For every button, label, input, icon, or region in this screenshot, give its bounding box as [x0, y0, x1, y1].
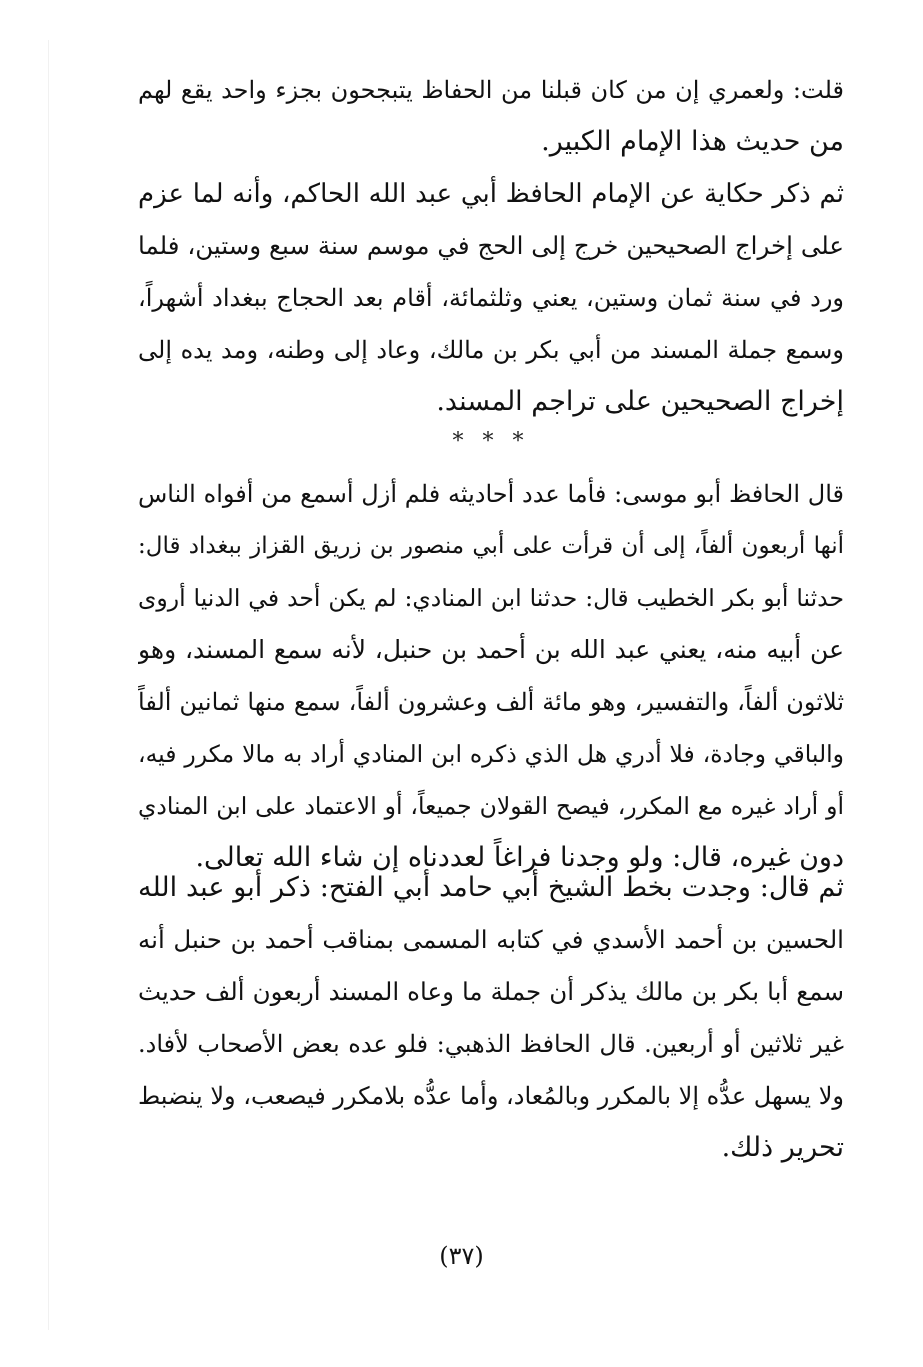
margin-rule	[48, 40, 49, 1330]
paragraph-line: قال الحافظ أبو موسى: فأما عدد أحاديثه فلم أزل أسمع من أفواه الناس	[138, 480, 844, 508]
paragraph-line: وسمع جملة المسند من أبي بكر بن مالك، وعاد إلى وطنه، ومد يده إلى	[138, 336, 844, 364]
paragraph-line: غير ثلاثين أو أربعين. قال الحافظ الذهبي: فلو عده بعض الأصحاب لأفاد.	[138, 1030, 844, 1058]
paragraph-line: حدثنا أبو بكر الخطيب قال: حدثنا ابن المنادي: لم يكن أحد في الدنيا أروى	[138, 584, 844, 612]
paragraph-line: دون غيره، قال: ولو وجدنا فراغاً لعددناه إن شاء الله تعالى.	[195, 842, 844, 873]
paragraph-line: تحرير ذلك.	[721, 1132, 844, 1163]
paragraph-2	[138, 168, 844, 428]
paragraph-line: إخراج الصحيحين على تراجم المسند.	[436, 386, 844, 417]
paragraph-line: سمع أبا بكر بن مالك يذكر أن جملة ما وعاه المسند أربعون ألف حديث	[138, 977, 844, 1006]
page-number: (٣٧)	[439, 1242, 484, 1270]
paragraph-line: أو أراد غيره مع المكرر، فيصح القولان جميعاً، أو الاعتماد على ابن المنادي	[138, 792, 844, 820]
paragraph-line: أنها أربعون ألفاً، إلى أن قرأت على أبي منصور بن زريق القزاز ببغداد قال:	[138, 533, 844, 559]
paragraph-line: ثم قال: وجدت بخط الشيخ أبي حامد أبي الفتح: ذكر أبو عبد الله	[138, 872, 844, 903]
paragraph-line: على إخراج الصحيحين خرج إلى الحج في موسم سنة سبع وستين، فلما	[138, 231, 844, 260]
paragraph-line: قلت: ولعمري إن من كان قبلنا من الحفاظ يتبجحون بجزء واحد يقع لهم	[138, 76, 844, 104]
paragraph-3	[138, 468, 844, 884]
paragraph-4	[138, 862, 844, 1174]
paragraph-line: ولا يسهل عدُّه إلا بالمكرر وبالمُعاد، وأما عدُّه بلامكرر فيصعب، ولا ينضبط	[138, 1082, 844, 1110]
paragraph-line: عن أبيه منه، يعني عبد الله بن أحمد بن حنبل، لأنه سمع المسند، وهو	[138, 635, 844, 664]
paragraph-1	[138, 64, 844, 168]
paragraph-line: ورد في سنة ثمان وستين، يعني وثلثمائة، أقام بعد الحجاج ببغداد أشهراً،	[138, 284, 844, 312]
paragraph-line: من حديث هذا الإمام الكبير.	[541, 126, 844, 157]
paragraph-line: ثلاثون ألفاً، والتفسير، وهو مائة ألف وعشرون ألفاً، سمع منها ثمانين ألفاً	[138, 688, 844, 716]
paragraph-line: الحسين بن أحمد الأسدي في كتابه المسمى بمناقب أحمد بن حنبل أنه	[138, 925, 844, 954]
section-separator: * * *	[452, 429, 530, 454]
paragraph-line: والباقي وجادة، فلا أدري هل الذي ذكره ابن المنادي أراد به مالا مكرر فيه،	[138, 740, 844, 768]
paragraph-line: ثم ذكر حكاية عن الإمام الحافظ أبي عبد الله الحاكم، وأنه لما عزم	[138, 179, 844, 209]
